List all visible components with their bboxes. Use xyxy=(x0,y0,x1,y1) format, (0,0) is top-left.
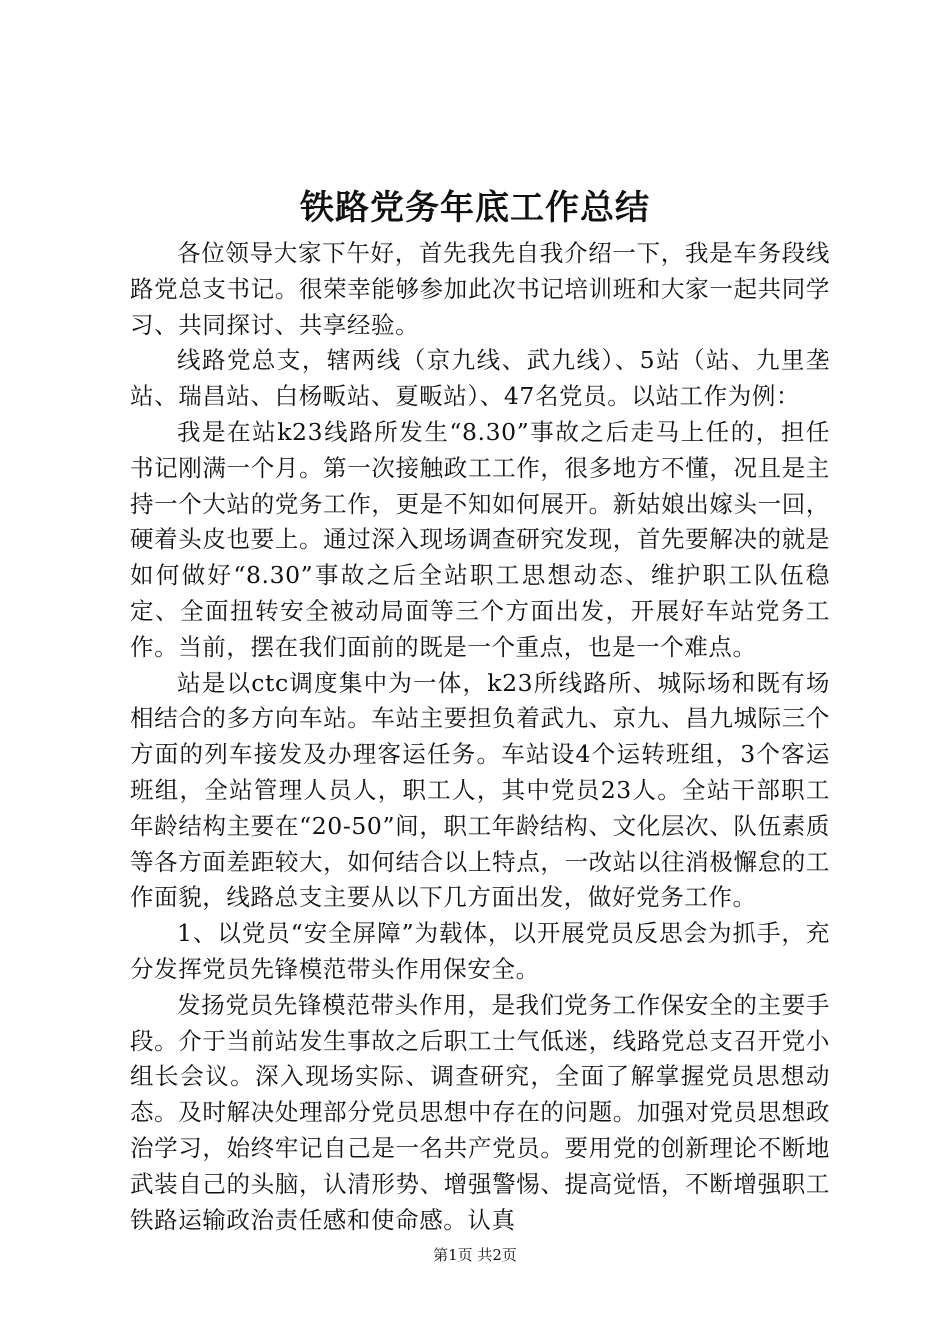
paragraph-background: 我是在站k23线路所发生“8.30”事故之后走马上任的，担任书记刚满一个月。第一次接触政工工作，很多地方不懂，况且是主持一个大站的党务工作，更是不知如何展开。新姑娘出嫁头一回，硬着头皮也要上。通过深入现场调查研究发现，首先要解决的就是如何做好“8.30”事故之后全站职工思想动态、维护职工队伍稳定、全面扭转安全被动局面等三个方面出发，开展好车站党务工作。当前，摆在我们面前的既是一个重点，也是一个难点。 xyxy=(130,417,830,661)
paragraph-overview: 线路党总支，辖两线（京九线、武九线）、5站（站、九里垄站、瑞昌站、白杨畈站、夏畈站）、47名党员。以站工作为例： xyxy=(130,346,830,411)
paragraph-station-profile: 站是以ctc调度集中为一体，k23所线路所、城际场和既有场相结合的多方向车站。车站主要担负着武九、京九、昌九城际三个方面的列车接发及办理客运任务。车站设4个运转班组，3个客运班组，全站管理人员人，职工人，其中党员23人。全站干部职工年龄结构主要在“20-50”间，职工年龄结构、文化层次、队伍素质等各方面差距较大，如何结合以上特点，一改站以往消极懈怠的工作面貌，线路总支主要从以下几方面出发，做好党务工作。 xyxy=(130,668,830,912)
page-footer: 第1页 共2页 xyxy=(433,1246,517,1264)
paragraph-section-1-body: 发扬党员先锋模范带头作用，是我们党务工作保安全的主要手段。介于当前站发生事故之后职工士气低迷，线路党总支召开党小组长会议。深入现场实际、调查研究，全面了解掌握党员思想动态。及时解决处理部分党员思想中存在的问题。加强对党员思想政治学习，始终牢记自己是一名共产党员。要用党的创新理论不断地武装自己的头脑，认清形势、增强警惕、提高觉悟，不断增强职工铁路运输政治责任感和使命感。认真 xyxy=(130,990,830,1234)
document-body xyxy=(130,236,830,1238)
paragraph-intro: 各位领导大家下午好，首先我先自我介绍一下，我是车务段线路党总支书记。很荣幸能够参加此次书记培训班和大家一起共同学习、共同探讨、共享经验。 xyxy=(130,239,830,339)
document-title: 铁路党务年底工作总结 xyxy=(300,188,650,228)
paragraph-section-heading-1: 1、以党员“安全屏障”为载体，以开展党员反思会为抓手，充分发挥党员先锋模范带头作用保安全。 xyxy=(130,919,830,983)
